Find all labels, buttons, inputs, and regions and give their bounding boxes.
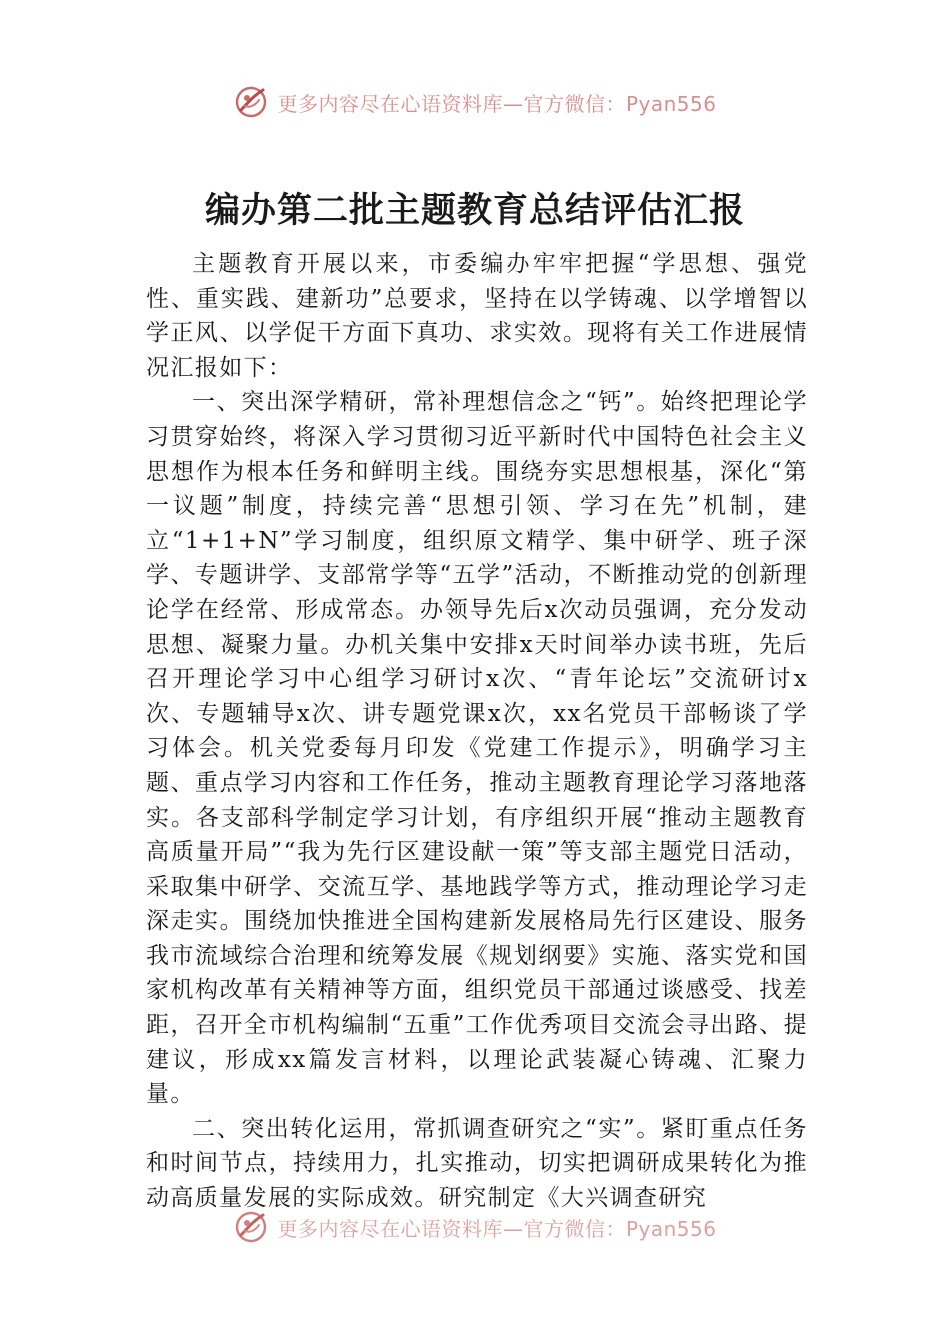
watermark-header (0, 84, 950, 120)
paragraph-section-2: 二、突出转化运用，常抓调查研究之“实”。紧盯重点任务和时间节点，持续用力，扎实推动，切实把调研成果转化为推动高质量发展的实际成效。研究制定《大兴调查研究 (146, 1115, 808, 1212)
pen-swirl-icon (233, 1209, 269, 1245)
watermark-text: 更多内容尽在心语资料库—官方微信：Pyan556 (277, 1216, 717, 1241)
paragraph-intro: 主题教育开展以来，市委编办牢牢把握“学思想、强党性、重实践、建新功”总要求，坚持在以学铸魂、以学增智以学正风、以学促干方面下真功、求实效。现将有关工作进展情况汇报如下： (146, 251, 808, 381)
watermark-footer (0, 1209, 950, 1245)
watermark-text: 更多内容尽在心语资料库—官方微信：Pyan556 (277, 91, 717, 116)
document-body (146, 247, 808, 1216)
paragraph-section-1: 一、突出深学精研，常补理想信念之“钙”。始终把理论学习贯穿始终，将深入学习贯彻习近平新时代中国特色社会主义思想作为根本任务和鲜明主线。围绕夯实思想根基，深化“第一议题”制度，持续完善“思想引领、学习在先”机制，建立“1+1+N”学习制度，组织原文精学、集中研学、班子深学、专题讲学、支部常学等“五学”活动，不断推动党的创新理论学在经常、形成常态。办领导先后x次动员强调，充分发动思想、凝聚力量。办机关集中安排x天时间举办读书班，先后召开理论学习中心组学习研讨x次、“青年论坛”交流研讨x次、专题辅导x次、讲专题党课x次，xx名党员干部畅谈了学习体会。机关党委每月印发《党建工作提示》，明确学习主题、重点学习内容和工作任务，推动主题教育理论学习落地落实。各支部科学制定学习计划，有序组织开展“推动主题教育高质量开局”“我为先行区建设献一策”等支部主题党日活动，采取集中研学、交流互学、基地践学等方式，推动理论学习走深走实。围绕加快推进全国构建新发展格局先行区建设、服务我市流域综合治理和统筹发展《规划纲要》实施、落实党和国家机构改革有关精神等方面，组织党员干部通过谈感受、找差距，召开全市机构编制“五重”工作优秀项目交流会寻出路、提建议，形成xx篇发言材料，以理论武装凝心铸魂、汇聚力量。 (146, 389, 808, 1108)
pen-swirl-icon (233, 84, 269, 120)
document-title: 编办第二批主题教育总结评估汇报 (204, 190, 745, 231)
